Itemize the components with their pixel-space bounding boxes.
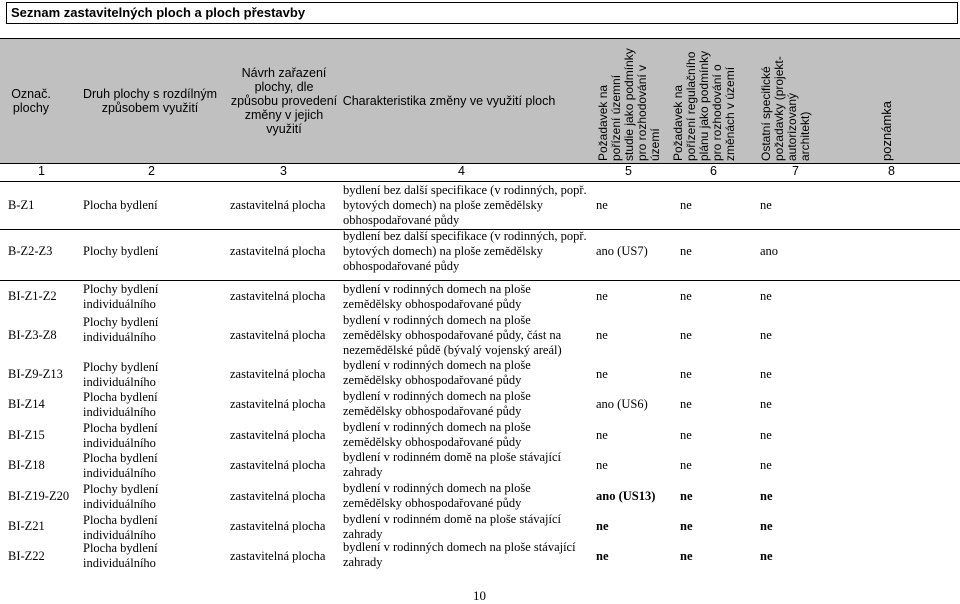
cell-description: bydlení v rodinných domech na ploše zemědělsky obhospodařované půdy [343, 420, 531, 449]
table-header [0, 38, 960, 164]
cell-plot-type: Plochy bydlení individuálního [83, 315, 159, 344]
cell-proposal: zastavitelná plocha [230, 519, 326, 533]
cell-regulation-plan: ne [680, 244, 692, 258]
cell-other-requirements: ne [760, 328, 772, 342]
cell-plot-type: Plochy bydlení individuálního [83, 282, 159, 311]
column-number: 6 [710, 164, 717, 178]
column-number: 8 [888, 164, 895, 178]
cell-regulation-plan: ne [680, 458, 692, 472]
cell-description: bydlení v rodinných domech na ploše zemědělsky obhospodařované půdy, část na nezemědělské půdě (bývalý vojenský areál) [343, 313, 562, 357]
cell-study-requirement: ne [596, 328, 608, 342]
cell-plot-id: BI-Z22 [8, 549, 45, 563]
cell-study-requirement: ne [596, 458, 608, 472]
cell-description: bydlení v rodinném domě na ploše stávající zahrady [343, 512, 562, 541]
header-col-6-text: Požadavek na pořízení regulačního plánu jako podmínky pro rozhodování o změnách v území [671, 50, 737, 161]
cell-proposal: zastavitelná plocha [230, 244, 326, 258]
cell-description: bydlení v rodinném domě na ploše stávající zahrady [343, 450, 562, 479]
cell-other-requirements: ne [760, 458, 772, 472]
cell-plot-type: Plochy bydlení [83, 244, 159, 258]
cell-study-requirement: ne [596, 198, 608, 212]
cell-proposal: zastavitelná plocha [230, 198, 326, 212]
document-title: Seznam zastavitelných ploch a ploch přestavby [6, 2, 958, 24]
cell-proposal: zastavitelná plocha [230, 367, 326, 381]
cell-description: bydlení v rodinných domech na ploše zemědělsky obhospodařované půdy [343, 282, 531, 311]
cell-proposal: zastavitelná plocha [230, 458, 326, 472]
cell-plot-type: Plochy bydlení individuálního [83, 360, 159, 389]
cell-other-requirements: ne [760, 549, 773, 563]
header-col-1: Označ. plochy [11, 87, 51, 115]
cell-regulation-plan: ne [680, 428, 692, 442]
header-col-8 [880, 41, 900, 161]
cell-plot-id: BI-Z15 [8, 428, 45, 442]
cell-study-requirement: ano (US6) [596, 397, 648, 411]
cell-regulation-plan: ne [680, 489, 693, 503]
cell-plot-type: Plocha bydlení [83, 198, 158, 212]
row-divider [0, 280, 960, 281]
cell-plot-id: B-Z2-Z3 [8, 244, 53, 258]
cell-other-requirements: ne [760, 489, 773, 503]
cell-study-requirement: ne [596, 289, 608, 303]
cell-other-requirements: ano [760, 244, 779, 258]
column-number: 3 [280, 164, 287, 178]
cell-study-requirement: ne [596, 519, 609, 533]
cell-study-requirement: ne [596, 428, 608, 442]
cell-other-requirements: ne [760, 198, 772, 212]
cell-regulation-plan: ne [680, 289, 692, 303]
cell-description: bydlení bez další specifikace (v rodinných, popř. bytových domech) na ploše zemědělsky obhospodařované půdy [343, 229, 587, 273]
cell-other-requirements: ne [760, 428, 772, 442]
cell-proposal: zastavitelná plocha [230, 489, 326, 503]
cell-regulation-plan: ne [680, 549, 693, 563]
cell-plot-id: BI-Z9-Z13 [8, 367, 63, 381]
cell-description: bydlení bez další specifikace (v rodinných, popř. bytových domech) na ploše zemědělsky obhospodařované půdy [343, 183, 587, 227]
cell-study-requirement: ano (US7) [596, 244, 648, 258]
header-col-8-text: poznámka [879, 101, 894, 161]
cell-plot-type: Plocha bydlení individuálního [83, 421, 158, 450]
cell-other-requirements: ne [760, 367, 772, 381]
cell-description: bydlení v rodinných domech na ploše stávající zahrady [343, 540, 576, 569]
header-col-3: Návrh zařazení plochy, dle způsobu provedení změny v jejich využití [230, 66, 338, 136]
cell-regulation-plan: ne [680, 198, 692, 212]
header-col-4: Charakteristika změny ve využití ploch [342, 94, 556, 108]
cell-proposal: zastavitelná plocha [230, 328, 326, 342]
cell-plot-id: BI-Z1-Z2 [8, 289, 57, 303]
header-col-5 [596, 41, 662, 161]
row-divider [0, 229, 960, 230]
header-col-7-text: Ostatní specifické požadavky (projekt-autorizovaný architekt) [759, 56, 812, 161]
cell-proposal: zastavitelná plocha [230, 397, 326, 411]
cell-proposal: zastavitelná plocha [230, 428, 326, 442]
header-col-5-text: Požadavek na pořízení územní studie jako podmínky pro rozhodování v území [596, 48, 662, 161]
cell-description: bydlení v rodinných domech na ploše zemědělsky obhospodařované půdy [343, 481, 531, 510]
cell-regulation-plan: ne [680, 397, 692, 411]
column-number: 2 [148, 164, 155, 178]
column-number: 7 [792, 164, 799, 178]
cell-plot-type: Plocha bydlení individuálního [83, 451, 158, 480]
column-number: 5 [625, 164, 632, 178]
cell-other-requirements: ne [760, 289, 772, 303]
cell-regulation-plan: ne [680, 328, 692, 342]
cell-plot-id: B-Z1 [8, 198, 35, 212]
cell-description: bydlení v rodinných domech na ploše zemědělsky obhospodařované půdy [343, 358, 531, 387]
cell-plot-type: Plochy bydlení individuálního [83, 482, 159, 511]
cell-description: bydlení v rodinných domech na ploše zemědělsky obhospodařované půdy [343, 389, 531, 418]
page-number: 10 [473, 588, 486, 603]
header-col-7 [760, 41, 822, 161]
cell-study-requirement: ne [596, 367, 608, 381]
cell-regulation-plan: ne [680, 367, 692, 381]
cell-plot-type: Plocha bydlení individuálního [83, 513, 158, 542]
cell-proposal: zastavitelná plocha [230, 289, 326, 303]
cell-other-requirements: ne [760, 397, 772, 411]
cell-plot-id: BI-Z19-Z20 [8, 489, 70, 503]
column-number: 4 [458, 164, 465, 178]
cell-study-requirement: ano (US13) [596, 489, 656, 503]
cell-proposal: zastavitelná plocha [230, 549, 326, 563]
cell-other-requirements: ne [760, 519, 773, 533]
column-numbers-row [0, 163, 960, 182]
cell-plot-type: Plocha bydlení individuálního [83, 390, 158, 419]
header-col-2: Druh plochy s rozdílným způsobem využití [82, 87, 218, 115]
column-number: 1 [38, 164, 45, 178]
cell-study-requirement: ne [596, 549, 609, 563]
cell-plot-id: BI-Z3-Z8 [8, 328, 57, 342]
cell-regulation-plan: ne [680, 519, 693, 533]
cell-plot-type: Plocha bydlení individuálního [83, 541, 158, 570]
cell-plot-id: BI-Z18 [8, 458, 45, 472]
header-col-6 [672, 41, 748, 161]
cell-plot-id: BI-Z14 [8, 397, 45, 411]
cell-plot-id: BI-Z21 [8, 519, 45, 533]
